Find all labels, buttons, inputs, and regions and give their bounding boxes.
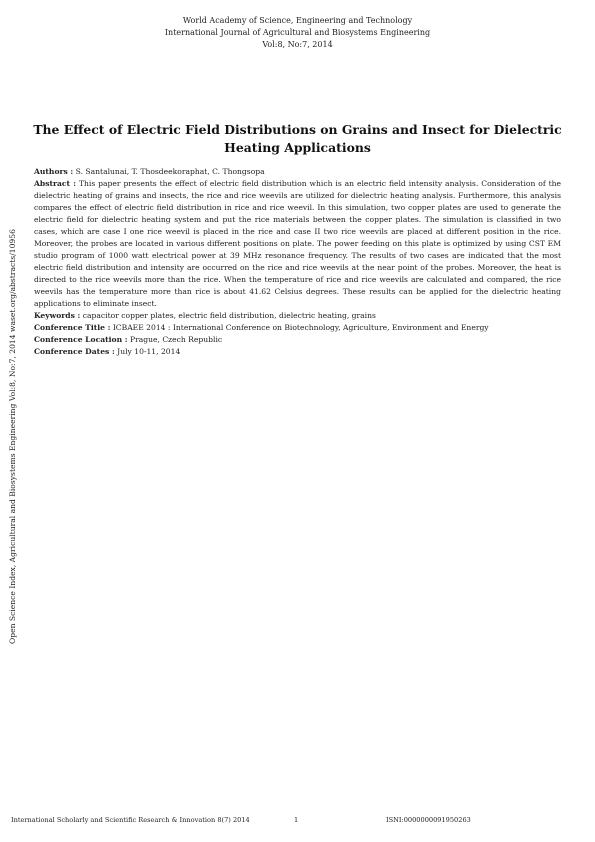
conference-dates-value: July 10-11, 2014 [117, 347, 181, 356]
keywords-value: capacitor copper plates, electric field distribution, dielectric heating, grains [82, 311, 376, 320]
page-number: 1 [294, 816, 299, 824]
sidebar-citation: Open Science Index, Agricultural and Biosystems Engineering Vol:8, No:7, 2014 waset.org/abstracts/10956 [8, 229, 17, 644]
footer-issn: ISNI:0000000091950263 [386, 816, 471, 824]
authors-line [34, 166, 561, 178]
keywords-label: Keywords : [34, 311, 81, 320]
journal-header [0, 15, 595, 51]
conference-title-label: Conference Title : [34, 323, 111, 332]
conference-title-value: ICBAEE 2014 : International Conference on Biotechnology, Agriculture, Environment and Energy [112, 323, 489, 332]
conference-dates-label: Conference Dates : [34, 347, 115, 356]
paper-title: The Effect of Electric Field Distributions on Grains and Insect for Dielectric Heating Applications [33, 122, 562, 155]
conference-location-line [34, 334, 561, 346]
abstract-paragraph [34, 178, 561, 310]
header-academy: World Academy of Science, Engineering and Technology [182, 16, 413, 25]
header-journal: International Journal of Agricultural and Biosystems Engineering [164, 28, 431, 37]
page-footer [0, 814, 595, 826]
paper-metadata [34, 166, 561, 358]
header-volume: Vol:8, No:7, 2014 [262, 40, 333, 49]
conference-location-label: Conference Location : [34, 335, 128, 344]
footer-publisher: International Scholarly and Scientific Research & Innovation 8(7) 2014 [11, 816, 250, 824]
abstract-label: Abstract : [34, 179, 76, 188]
conference-location-value: Prague, Czech Republic [129, 335, 223, 344]
keywords-line [34, 310, 561, 322]
conference-dates-line [34, 346, 561, 358]
authors-label: Authors : [34, 167, 74, 176]
conference-title-line [34, 322, 561, 334]
abstract-text: This paper presents the effect of electric field distribution which is an electric field intensity analysis. Consideration of the dielectric heating of grains and insects, the rice and rice weevils are utilized for dielectric heating analysis. Furthermore, this analysis compares the effect of electric field distribution in rice and rice weevil. In this simulation, two copper plates are used to generate the electric field for dielectric heating system and put the rice materials between the copper plates. The simulation is classified in two cases, which are case I one rice weevil is placed in the rice and case II two rice weevils are placed at different position in the rice. Moreover, the probes are located in various different positions on plate. The power feeding on this plate is optimized by using CST EM studio program of 1000 watt electrical power at 39 MHz resonance frequency. The results of two cases are indicated that the most electric field distribution and intensity are occurred on the rice and rice weevils at the near point of the probes. Moreover, the heat is directed to the rice weevils more than the rice. When the temperature of rice and rice weevils are calculated and compared, the rice weevils has the temperature more than rice is about 41.62 Celsius degrees. These results can be applied for the dielectric heating applications to eliminate insect. [34, 179, 562, 308]
authors-value: S. Santalunai, T. Thosdeekoraphat, C. Thongsopa [75, 167, 265, 176]
